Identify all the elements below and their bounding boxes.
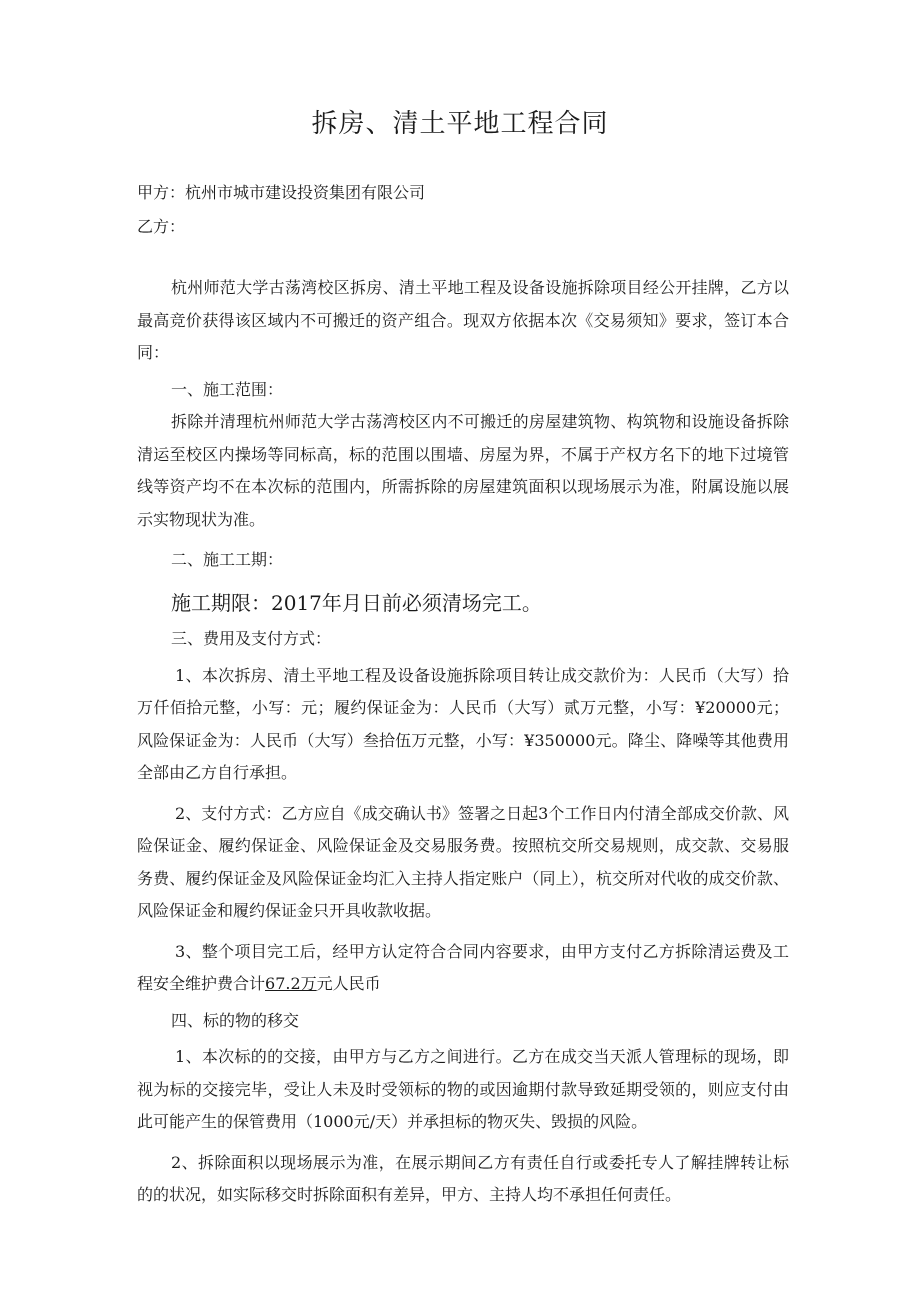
section3-paragraph-3-suffix: 元人民币: [316, 974, 381, 993]
section1-body: 拆除并清理杭州师范大学古荡湾校区内不可搬迁的房屋建筑物、构筑物和设施设备拆除清运至校区内操场等同标高，标的范围以围墙、房屋为界，不属于产权方名下的地下过境管线等资产均不在本次标的范围内，所需拆除的房屋建筑面积以现场展示为准，附属设施以展示实物现状为准。: [137, 412, 789, 529]
section3-paragraph-3: [137, 936, 789, 1001]
party-a: 甲方：杭州市城市建设投资集团有限公司: [137, 183, 426, 202]
section2-heading: 二、施工工期：: [171, 550, 284, 569]
section4-heading: 四、标的物的移交: [171, 1010, 300, 1030]
contract-body: [137, 272, 789, 1212]
section3-paragraph-3-prefix: 3、整个项目完工后，经甲方认定符合合同内容要求，由甲方支付乙方拆除清运费及工程安全维护费合计: [137, 941, 789, 993]
section3-paragraph-2: 2、支付方式：乙方应自《成交确认书》签署之日起3个工作日内付清全部成交价款、风险保证金、履约保证金、风险保证金及交易服务费。按照杭交所交易规则，成交款、交易服务费、履约保证金及风险保证金均汇入主持人指定账户（同上），杭交所对代收的成交价款、风险保证金和履约保证金只开具收款收据。: [137, 803, 789, 920]
intro-paragraph: 杭州师范大学古荡湾校区拆房、清土平地工程及设备设施拆除项目经公开挂牌，乙方以最高竞价获得该区域内不可搬迁的资产组合。现双方依据本次《交易须知》要求，签订本合同：: [137, 278, 789, 362]
section1-heading: 一、施工范围：: [171, 379, 284, 399]
section2-body: 施工期限：2017年月日前必须清场完工。: [171, 590, 542, 615]
section4-paragraph-2: 2、拆除面积以现场展示为准，在展示期间乙方有责任自行或委托专人了解挂牌转让标的的状况，如实际移交时拆除面积有差异，甲方、主持人均不承担任何责任。: [137, 1152, 789, 1204]
section4-paragraph-1: 1、本次标的的交接，由甲方与乙方之间进行。乙方在成交当天派人管理标的现场，即视为标的交接完毕，受让人未及时受领标的物的或因逾期付款导致延期受领的，则应支付由此可能产生的保管费用（1000元/天）并承担标的物灭失、毁损的风险。: [137, 1047, 789, 1131]
section3-paragraph-1: 1、本次拆房、清土平地工程及设备设施拆除项目转让成交款价为：人民币（大写）拾万仟佰拾元整，小写：元；履约保证金为：人民币（大写）贰万元整，小写：¥20000元；风险保证金为：人民币（大写）叁拾伍万元整，小写：¥350000元。降尘、降噪等其他费用全部由乙方自行承担。: [137, 665, 789, 782]
contract-title: 拆房、清土平地工程合同: [311, 109, 609, 139]
section3-heading: 三、费用及支付方式：: [171, 629, 332, 648]
fee-amount: 67.2万: [265, 974, 317, 993]
party-b: 乙方：: [137, 217, 186, 236]
